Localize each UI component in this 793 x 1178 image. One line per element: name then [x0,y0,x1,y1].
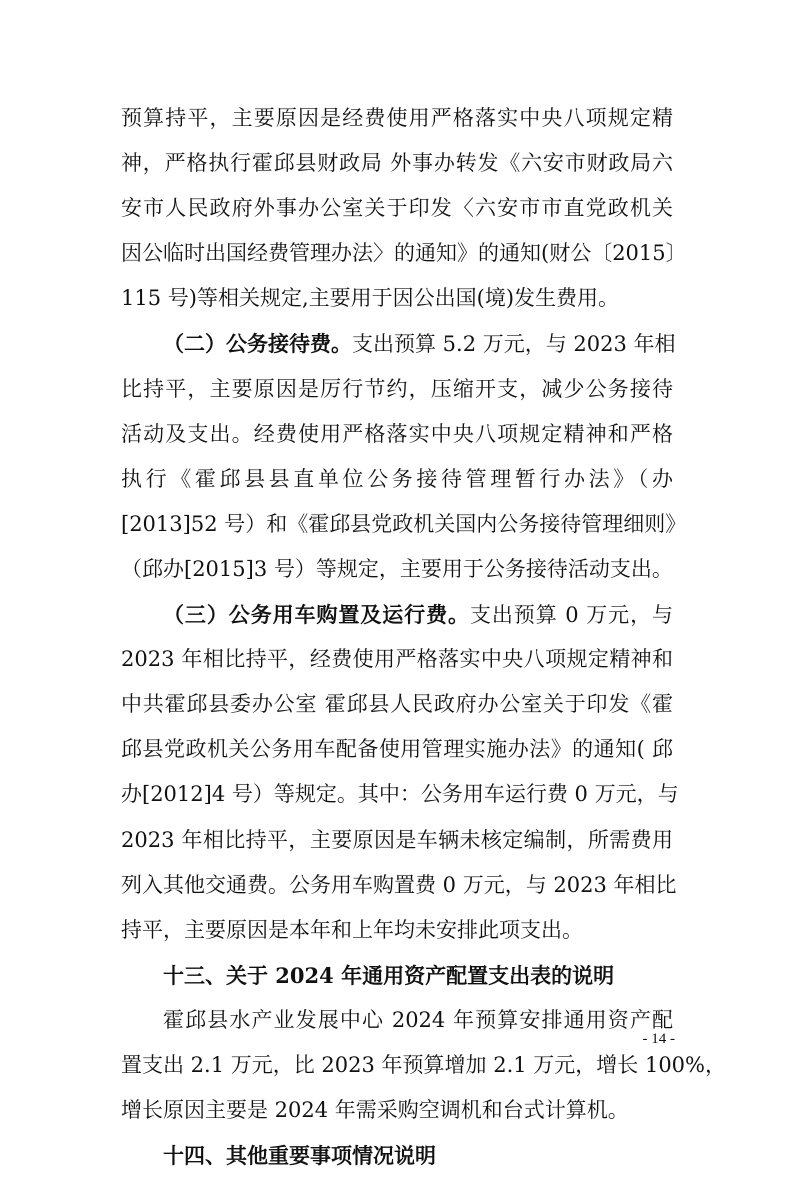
section-paragraph-vehicles [121,592,673,637]
text-line-23: 增长原因主要是 2024 年需采购空调机和台式计算机。 [121,1098,629,1123]
text-line-21: 霍邱县水产业发展中心 2024 年预算安排通用资产配 [163,1007,673,1032]
text-line-17: 2023 年相比持平，主要原因是车辆未核定编制，所需费用 [121,827,673,852]
text-line-14: 中共霍邱县委办公室 霍邱县人民政府办公室关于印发《霍 [121,692,673,717]
text-line-5: 115 号)等相关规定,主要用于因公出国(境)发生费用。 [121,286,620,311]
document-body [121,96,726,1178]
text-line-7: 比持平，主要原因是厉行节约，压缩开支，减少公务接待 [121,376,673,401]
section-label-vehicles: （三）公务用车购置及运行费。 [163,602,470,628]
text-line-11: （邱办[2015]3 号）等规定，主要用于公务接待活动支出。 [121,556,673,581]
text-line-15: 邱县党政机关公务用车配备使用管理实施办法》的通知( 邱 [121,737,673,762]
text-line-2: 神，严格执行霍邱县财政局 外事办转发《六安市财政局六 [121,151,673,176]
text-line-9: 执行《霍邱县县直单位公务接待管理暂行办法》（办 [121,466,673,491]
text-line-10: [2013]52 号）和《霍邱县党政机关国内公务接待管理细则》 [121,511,687,536]
text-line-3: 安市人民政府外事办公室关于印发〈六安市市直党政机关 [121,196,673,221]
section-text-reception: 支出预算 5.2 万元，与 2023 年相 [352,332,676,357]
page-number: - 14 - [642,1031,675,1047]
text-line-4: 因公临时出国经费管理办法〉的通知》的通知(财公〔2015〕 [121,241,687,266]
section-heading-13: 十三、关于 2024 年通用资产配置支出表的说明 [163,962,615,988]
text-line-16: 办[2012]4 号）等规定。其中：公务用车运行费 0 万元，与 [121,782,679,807]
section-paragraph-reception [121,321,676,366]
text-line-19: 持平，主要原因是本年和上年均未安排此项支出。 [121,917,583,942]
text-line-22: 置支出 2.1 万元，比 2023 年预算增加 2.1 万元，增长 100%， [121,1052,726,1077]
text-line-1: 预算持平，主要原因是经费使用严格落实中央八项规定精 [121,106,673,130]
section-text-vehicles: 支出预算 0 万元，与 [469,603,673,628]
section-heading-14: 十四、其他重要事项情况说明 [163,1143,436,1169]
section-label-reception: （二）公务接待费。 [163,331,352,357]
text-line-18: 列入其他交通费。公务用车购置费 0 万元，与 2023 年相比 [121,872,677,897]
text-line-8: 活动及支出。经费使用严格落实中央八项规定精神和严格 [121,421,673,446]
text-line-13: 2023 年相比持平，经费使用严格落实中央八项规定精神和 [121,647,673,672]
